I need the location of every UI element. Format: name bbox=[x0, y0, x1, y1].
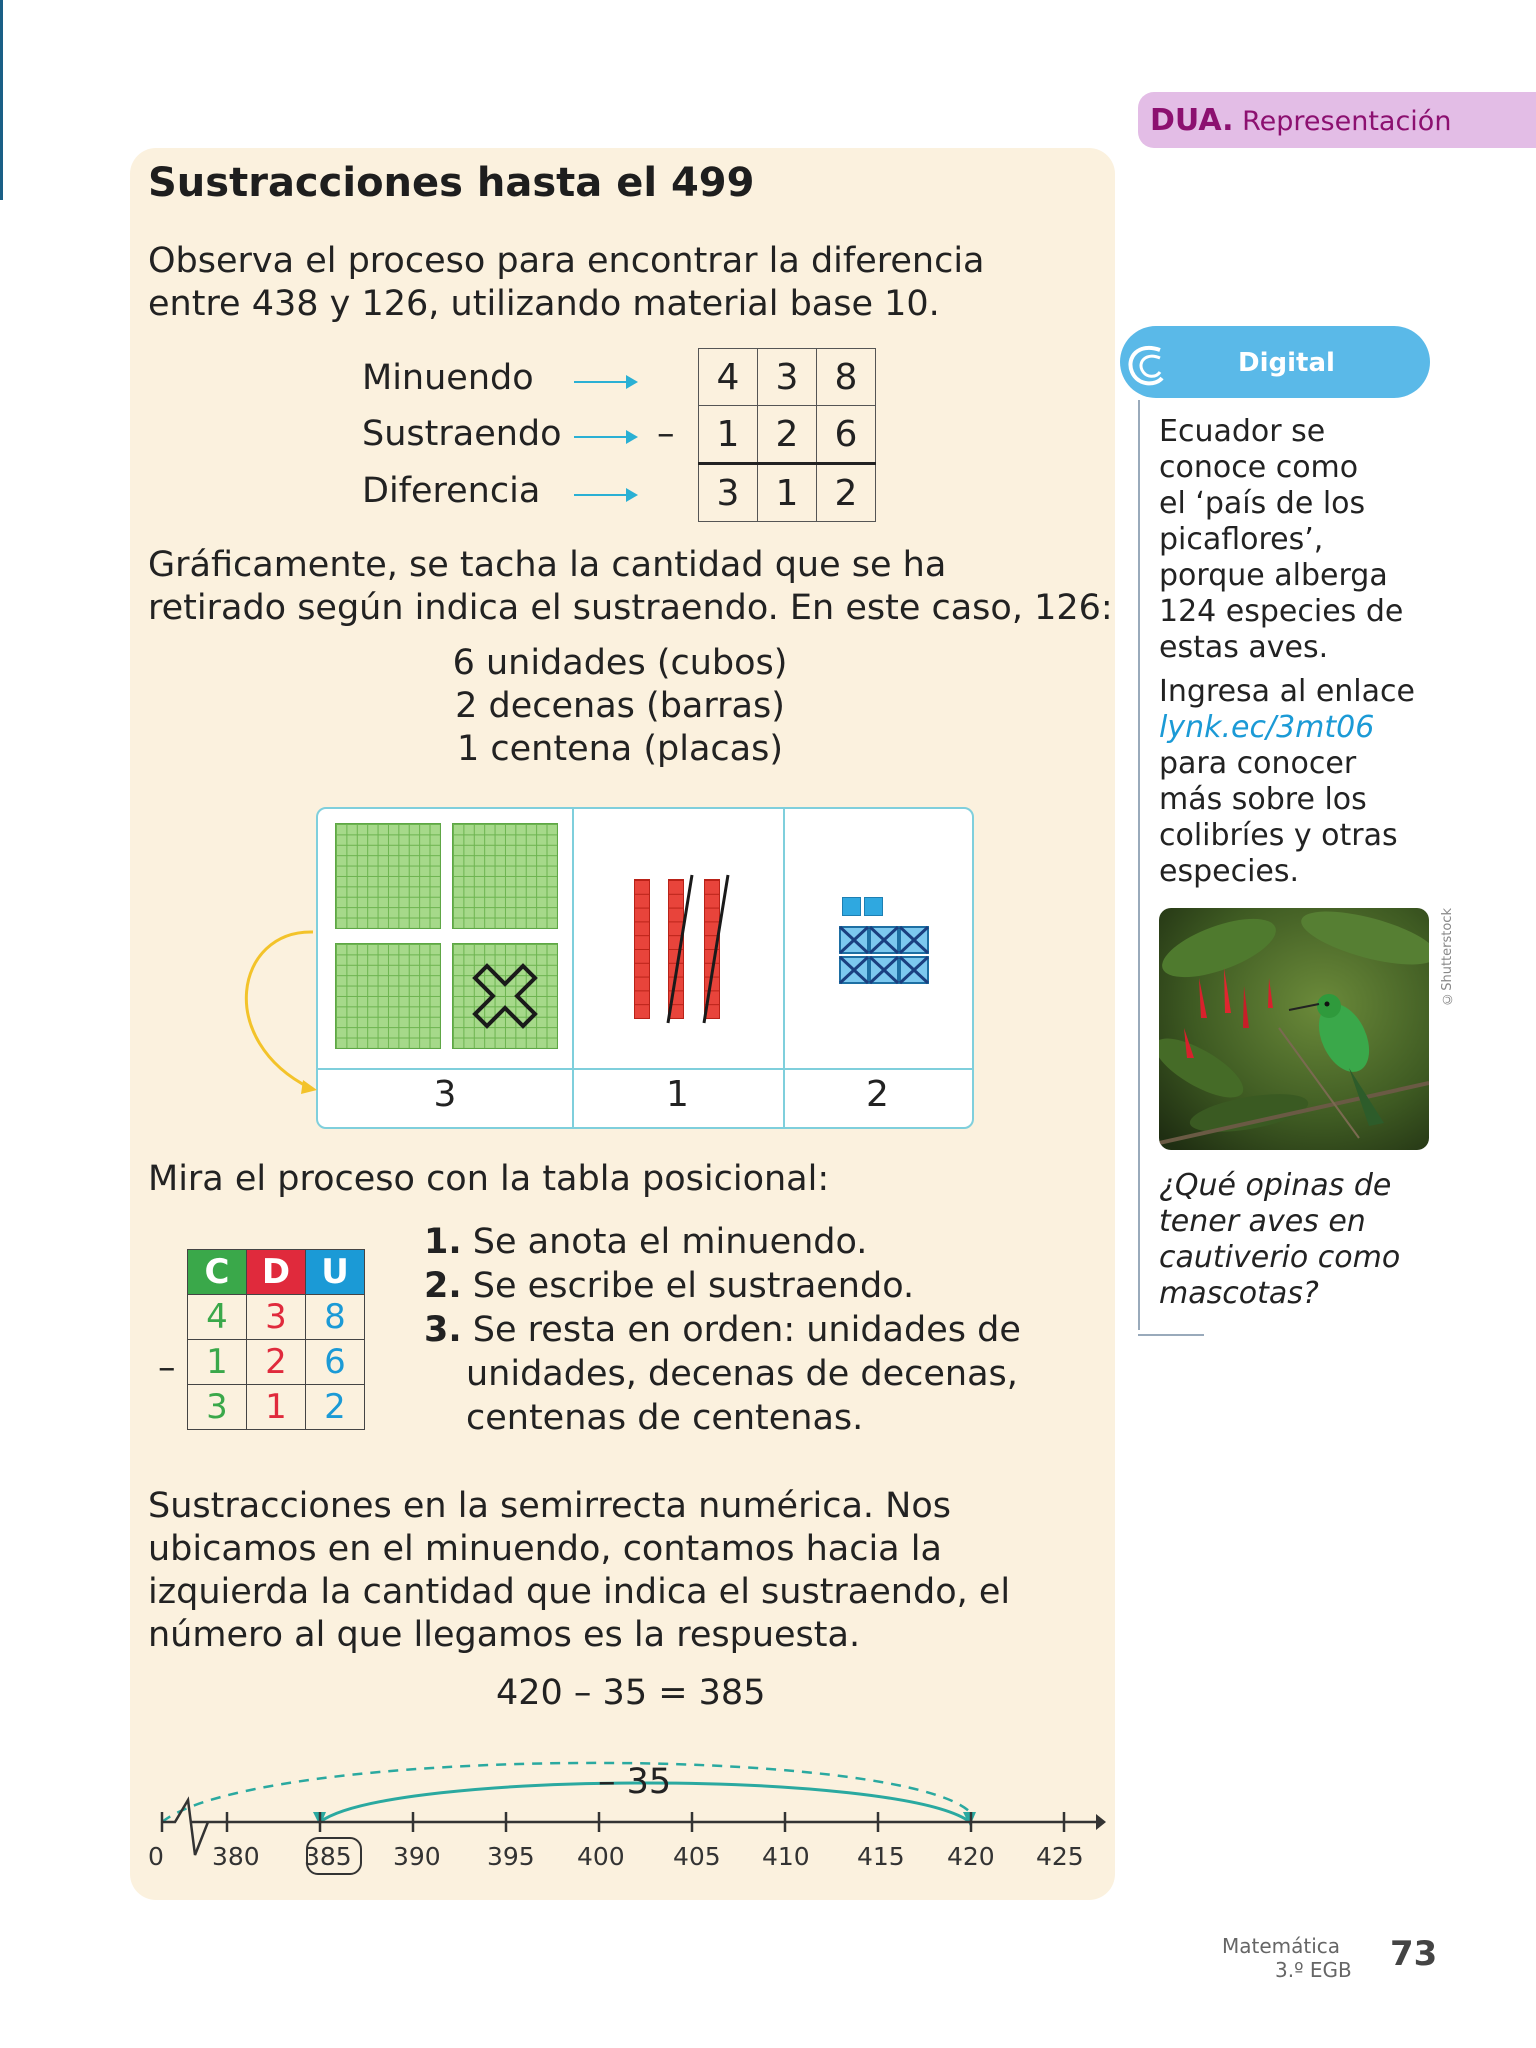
digit: 2 bbox=[817, 464, 876, 522]
digit: 6 bbox=[817, 406, 876, 464]
list-item: 2. Se escribe el sustraendo. bbox=[424, 1266, 915, 1306]
arrow-icon bbox=[574, 436, 634, 438]
equation: 420 – 35 = 385 bbox=[496, 1673, 766, 1713]
sidebar-link-block: Ingresa al enlace lynk.ec/3mt06 para conocer más sobre los colibríes y otras especies. bbox=[1159, 674, 1415, 889]
unit-cube bbox=[842, 897, 861, 916]
digital-label: Digital bbox=[1238, 348, 1335, 378]
steps-list: 1. Se anota el minuendo. 2. Se escribe el sustraendo. 3. Se resta en orden: unidades de unidades, decenas de decenas, centenas de centenas. bbox=[424, 1222, 1021, 1438]
ten-rod bbox=[634, 879, 650, 1019]
header-c: C bbox=[188, 1250, 247, 1295]
intro-text: Observa el proceso para encontrar la diferencia entre 438 y 126, utilizando material base 10. bbox=[148, 241, 985, 324]
digit: 2 bbox=[306, 1385, 365, 1430]
tick-label: 420 bbox=[947, 1842, 995, 1871]
table-row bbox=[188, 1385, 365, 1430]
list-item: 3. Se resta en orden: unidades de bbox=[424, 1310, 1021, 1350]
header-d: D bbox=[247, 1250, 306, 1295]
sidebar-question: ¿Qué opinas de tener aves en cautiverio como mascotas? bbox=[1159, 1168, 1401, 1311]
result-tens: 1 bbox=[666, 1074, 689, 1115]
minus-sign: – bbox=[657, 414, 675, 454]
tick-label: 400 bbox=[577, 1842, 625, 1871]
tick-label: 410 bbox=[762, 1842, 810, 1871]
tick-label: 390 bbox=[393, 1842, 441, 1871]
digital-c-icon bbox=[1120, 336, 1170, 396]
curved-arrow-icon bbox=[225, 920, 325, 1095]
subtraction-table bbox=[698, 348, 876, 522]
numberline-text: Sustracciones en la semirrecta numérica. Nos ubicamos en el minuendo, contamos hacia la izquierda la cantidad que indica el sustraendo, el número al que llegamos es la respuesta. bbox=[148, 1486, 1011, 1655]
page-edge-line bbox=[0, 0, 3, 200]
photo-credit: ©Shutterstock bbox=[1440, 908, 1455, 1006]
place-value-table bbox=[187, 1249, 365, 1430]
hundred-flat bbox=[452, 823, 558, 929]
subtrahend-row bbox=[699, 406, 876, 464]
list-item: 1. Se anota el minuendo. bbox=[424, 1222, 868, 1262]
place-headers bbox=[188, 1250, 365, 1295]
cross-icon bbox=[453, 944, 557, 1048]
external-link[interactable]: lynk.ec/3mt06 bbox=[1159, 710, 1375, 745]
digit: 2 bbox=[247, 1340, 306, 1385]
units-summary: 6 unidades (cubos) 2 decenas (barras) 1 centena (placas) bbox=[452, 643, 788, 769]
tick-label: 405 bbox=[673, 1842, 721, 1871]
arrow-icon bbox=[574, 494, 634, 496]
page-number: 73 bbox=[1390, 1934, 1438, 1974]
unit-cube bbox=[864, 897, 883, 916]
digit: 8 bbox=[306, 1295, 365, 1340]
digit: 3 bbox=[188, 1385, 247, 1430]
base10-figure bbox=[316, 807, 974, 1129]
sidebar-fact: Ecuador se conoce como el ‘país de los picaflores’, porque alberga 124 especies de estas aves. bbox=[1159, 414, 1404, 665]
footer-subject: Matemática bbox=[1222, 1934, 1341, 1958]
jump-label: – 35 bbox=[598, 1762, 672, 1802]
header-u: U bbox=[306, 1250, 365, 1295]
table-intro: Mira el proceso con la tabla posicional: bbox=[148, 1159, 830, 1199]
table-row bbox=[188, 1340, 365, 1385]
digit: 3 bbox=[699, 464, 758, 522]
sidebar-border bbox=[1138, 400, 1140, 1330]
hummingbird-photo bbox=[1159, 908, 1429, 1150]
tick-label: 385 bbox=[304, 1842, 352, 1871]
tick-label: 415 bbox=[857, 1842, 905, 1871]
sidebar-border bbox=[1138, 1334, 1204, 1336]
digit: 1 bbox=[188, 1340, 247, 1385]
hummingbird-image bbox=[1159, 908, 1429, 1150]
tick-label: 425 bbox=[1036, 1842, 1084, 1871]
dua-label: DUA. Representación bbox=[1150, 103, 1452, 138]
arrow-icon bbox=[574, 381, 634, 383]
tick-label: 380 bbox=[212, 1842, 260, 1871]
graphic-text: Gráficamente, se tacha la cantidad que se ha retirado según indica el sustraendo. En este caso, 126: bbox=[148, 545, 1113, 628]
hundred-flat-crossed bbox=[452, 943, 558, 1049]
hundred-flat bbox=[335, 823, 441, 929]
digit: 3 bbox=[247, 1295, 306, 1340]
digit: 4 bbox=[188, 1295, 247, 1340]
result-units: 2 bbox=[866, 1074, 889, 1115]
difference-label: Diferencia bbox=[362, 471, 541, 511]
digit: 4 bbox=[699, 349, 758, 406]
minuend-row bbox=[699, 349, 876, 406]
strike-lines-icon bbox=[658, 869, 738, 1029]
digit: 3 bbox=[758, 349, 817, 406]
difference-row bbox=[699, 464, 876, 522]
digit: 1 bbox=[758, 464, 817, 522]
hundred-flat bbox=[335, 943, 441, 1049]
result-hundreds: 3 bbox=[433, 1074, 457, 1115]
digit: 1 bbox=[699, 406, 758, 464]
divider bbox=[318, 1068, 972, 1070]
tick-label: 0 bbox=[148, 1842, 164, 1871]
digit: 8 bbox=[817, 349, 876, 406]
footer-grade: 3.º EGB bbox=[1275, 1958, 1352, 1982]
crossed-cubes-icon bbox=[836, 923, 936, 987]
digit: 1 bbox=[247, 1385, 306, 1430]
lesson-title: Sustracciones hasta el 499 bbox=[148, 160, 755, 206]
digit: 6 bbox=[306, 1340, 365, 1385]
digit: 2 bbox=[758, 406, 817, 464]
tick-label: 395 bbox=[487, 1842, 535, 1871]
subtrahend-label: Sustraendo bbox=[362, 414, 562, 454]
minus-sign: – bbox=[158, 1348, 176, 1388]
minuend-label: Minuendo bbox=[362, 358, 534, 398]
table-row bbox=[188, 1295, 365, 1340]
